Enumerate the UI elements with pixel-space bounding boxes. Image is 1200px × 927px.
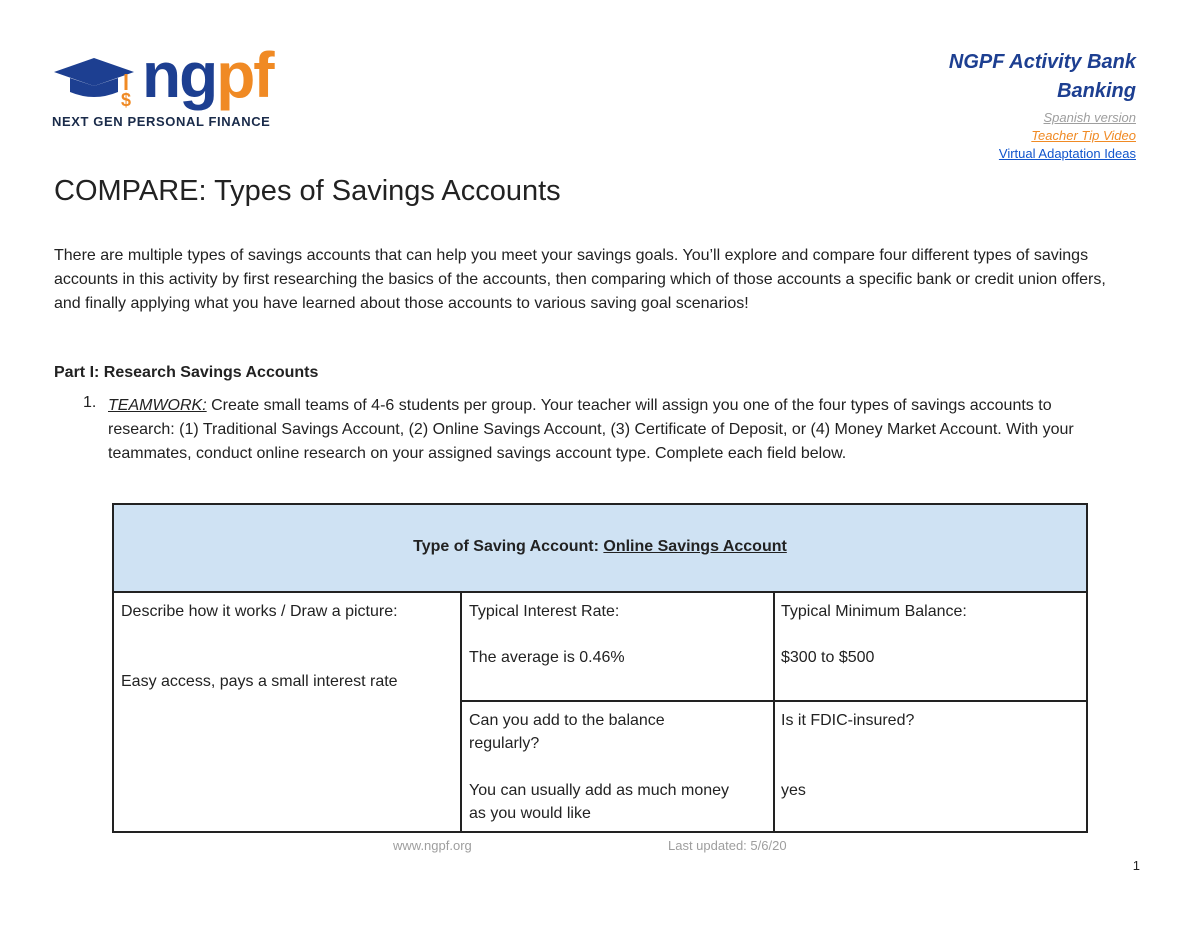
virtual-adaptation-ideas-link[interactable]: Virtual Adaptation Ideas bbox=[998, 146, 1136, 161]
logo-tagline: NEXT GEN PERSONAL FINANCE bbox=[52, 114, 271, 129]
page-title: COMPARE: Types of Savings Accounts bbox=[54, 175, 561, 207]
footer-last-updated: Last updated: 5/6/20 bbox=[668, 838, 787, 853]
teacher-tip-video-link[interactable]: Teacher Tip Video bbox=[1031, 128, 1136, 143]
intro-paragraph: There are multiple types of savings accounts that can help you meet your savings goals. You’ll explore and compare four different types of savings accounts in this activity by first researching the basics of the accounts, then comparing which of those accounts a specific bank or credit union offers, and finally applying what you have learned about those accounts to various saving goal scenarios! bbox=[54, 247, 1106, 312]
logo-wordmark bbox=[142, 40, 273, 110]
add-balance-value: You can usually add as much money as you would like bbox=[469, 782, 730, 822]
footer-website: www.ngpf.org bbox=[393, 838, 472, 853]
interest-rate-label: Typical Interest Rate: bbox=[469, 603, 620, 620]
graduation-cap-dollar-icon bbox=[52, 56, 140, 112]
row-divider bbox=[460, 700, 1086, 702]
min-balance-label: Typical Minimum Balance: bbox=[781, 603, 967, 620]
table-bottom-border bbox=[112, 831, 1088, 833]
header-subtitle: Banking bbox=[1057, 80, 1136, 102]
teamwork-instructions: Create small teams of 4-6 students per group. Your teacher will assign you one of the four types of savings accounts to research: (1) Traditional Savings Account, (2) Online Savings Account, (3) Certificate of Deposit, or (4) Money Market Account. With your teammates, conduct online research on your assigned savings account type. Complete each field below. bbox=[108, 397, 1074, 462]
fdic-label: Is it FDIC-insured? bbox=[781, 712, 915, 729]
svg-text:$: $ bbox=[121, 90, 132, 110]
spanish-version-link[interactable]: Spanish version bbox=[1043, 110, 1136, 125]
table-header-value: Online Savings Account bbox=[603, 538, 787, 555]
header-title: NGPF Activity Bank bbox=[948, 51, 1136, 73]
fdic-value: yes bbox=[781, 782, 806, 799]
interest-rate-value: The average is 0.46% bbox=[469, 649, 625, 666]
describe-value: Easy access, pays a small interest rate bbox=[121, 673, 398, 690]
logo-wordmark-ng: ng bbox=[142, 39, 217, 111]
table-header-text bbox=[114, 538, 1086, 556]
list-item-number: 1. bbox=[83, 394, 97, 411]
teamwork-label: TEAMWORK: bbox=[108, 397, 207, 414]
part1-heading: Part I: Research Savings Accounts bbox=[54, 364, 319, 381]
logo-wordmark-pf: pf bbox=[216, 39, 273, 111]
list-item-teamwork bbox=[108, 394, 1118, 466]
column-divider-1 bbox=[460, 591, 462, 833]
min-balance-value: $300 to $500 bbox=[781, 649, 875, 666]
column-divider-2 bbox=[773, 591, 775, 833]
table-header-row bbox=[114, 505, 1086, 593]
add-balance-label: Can you add to the balance regularly? bbox=[469, 712, 665, 752]
page-number: 1 bbox=[1132, 858, 1140, 873]
describe-label: Describe how it works / Draw a picture: bbox=[121, 603, 398, 620]
savings-account-table bbox=[112, 503, 1088, 833]
table-header-label: Type of Saving Account: bbox=[413, 538, 604, 555]
